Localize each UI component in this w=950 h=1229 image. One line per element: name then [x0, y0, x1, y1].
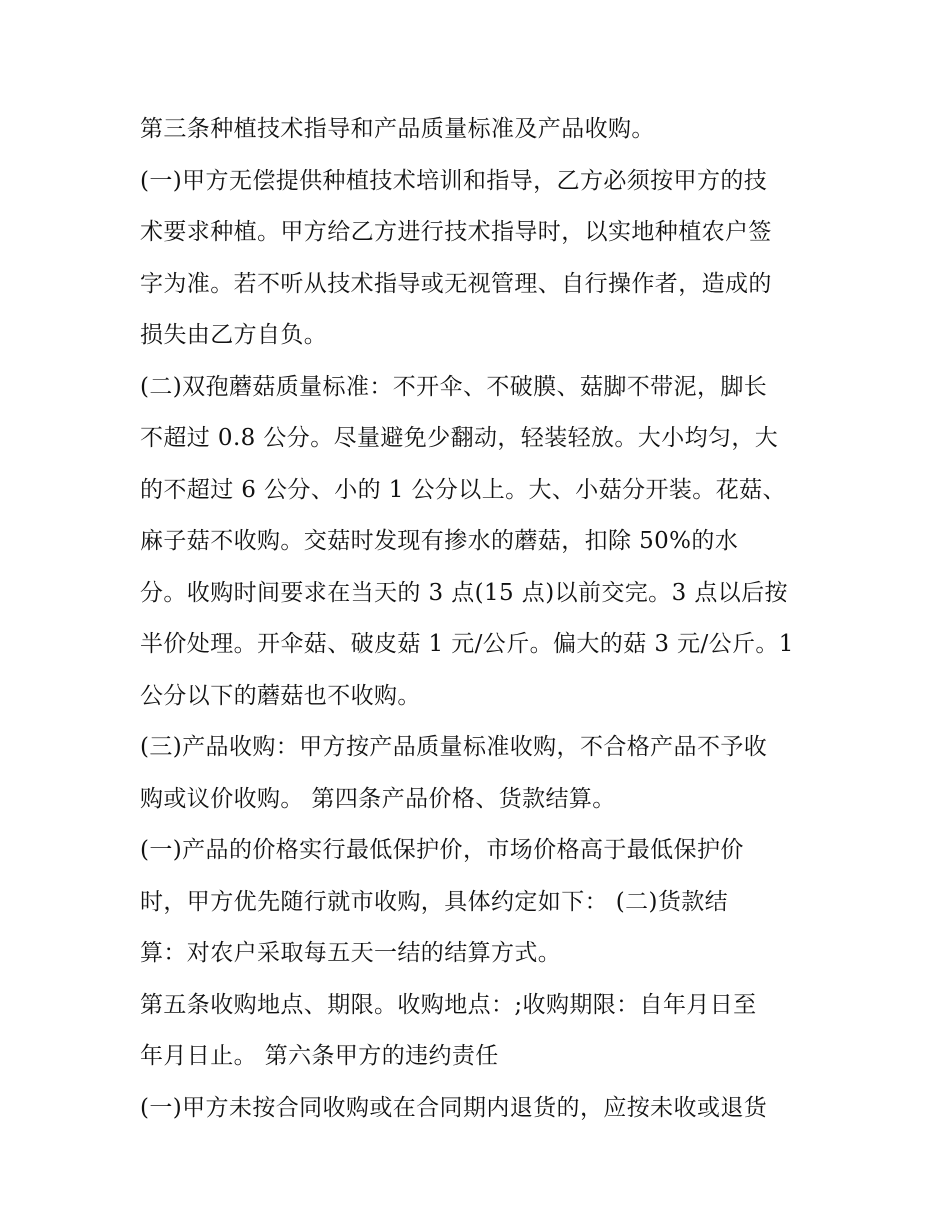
text-line: (三)产品收购：甲方按产品质量标准收购，不合格产品不予收 — [140, 734, 768, 760]
text-line: (一)产品的价格实行最低保护价，市场价格高于最低保护价 — [140, 837, 744, 863]
text-line: 半价处理。开伞菇、破皮菇 1 元/公斤。偏大的菇 3 元/公斤。1 — [140, 631, 794, 657]
text-line: 术要求种植。甲方给乙方进行技术指导时，以实地种植农户签 — [140, 219, 772, 245]
text-line: 字为准。若不听从技术指导或无视管理、自行操作者，造成的 — [140, 270, 772, 297]
text-line: 分。收购时间要求在当天的 3 点(15 点)以前交完。3 点以后按 — [140, 579, 788, 606]
text-line: 麻子菇不收购。交菇时发现有掺水的蘑菇，扣除 50%的水 — [140, 528, 739, 554]
text-line: 购或议价收购。 第四条产品价格、货款结算。 — [140, 785, 616, 812]
text-line: 时，甲方优先随行就市收购，具体约定如下： (二)货款结 — [140, 888, 729, 915]
text-line: 公分以下的蘑菇也不收购。 — [140, 682, 421, 709]
text-line: 年月日止。 第六条甲方的违约责任 — [140, 1043, 499, 1069]
text-line: 的不超过 6 公分、小的 1 公分以上。大、小菇分开装。花菇、 — [140, 476, 786, 503]
contract-text — [140, 107, 820, 1137]
text-line: 算：对农户采取每五天一结的结算方式。 — [140, 940, 562, 966]
text-line: 第五条收购地点、期限。收购地点：;收购期限：自年月日至 — [140, 991, 757, 1018]
text-line: 不超过 0.8 公分。尽量避免少翻动，轻装轻放。大小均匀，大 — [140, 425, 779, 451]
text-line: 损失由乙方自负。 — [140, 322, 328, 348]
text-line: (一)甲方无偿提供种植技术培训和指导，乙方必须按甲方的技 — [140, 167, 768, 194]
text-line: (二)双孢蘑菇质量标准：不开伞、不破膜、菇脚不带泥，脚长 — [140, 373, 768, 400]
text-line: (一)甲方未按合同收购或在合同期内退货的，应按未收或退货 — [140, 1094, 768, 1121]
text-line: 第三条种植技术指导和产品质量标准及产品收购。 — [140, 116, 655, 142]
